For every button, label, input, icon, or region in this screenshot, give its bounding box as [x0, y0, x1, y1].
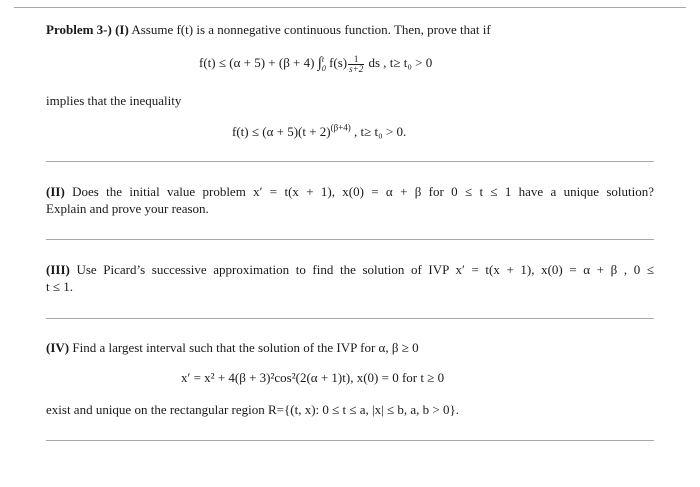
- eq1-integrand: f(s): [329, 55, 348, 70]
- eq2-tail: , t≥ t₀ > 0.: [354, 124, 407, 139]
- part4-equation: x′ = x² + 4(β + 3)²cos²(2(α + 1)t), x(0) = 0 for t ≥ 0: [181, 370, 445, 385]
- divider-4: [46, 440, 654, 441]
- top-divider: [14, 7, 686, 8]
- part2-line-1: [46, 184, 654, 200]
- part4-text-1: Find a largest interval such that the solution of the IVP for α, β ≥ 0: [72, 340, 419, 355]
- part4-text-2: exist and unique on the rectangular region R={(t, x): 0 ≤ t ≤ a, |x| ≤ b, a, b > 0}.: [46, 402, 459, 417]
- integral-limits: [322, 55, 326, 73]
- eq1-tail: ds , t≥ t₀ > 0: [368, 55, 433, 70]
- part2-text-2: Explain and prove your reason.: [46, 201, 209, 216]
- part1-middle: implies that the inequality: [46, 93, 182, 108]
- part1-intro: Assume f(t) is a nonnegative continuous function. Then, prove that if: [131, 22, 491, 37]
- divider-3: [46, 318, 654, 319]
- eq1-lhs: f(t) ≤ (α + 5) + (β + 4): [199, 55, 315, 70]
- divider-1: [46, 161, 654, 162]
- eq1-fraction: [348, 55, 364, 74]
- eq1-frac-num: 1: [348, 55, 364, 65]
- part4-label: (IV): [46, 340, 70, 355]
- eq1-frac-den: s+2: [349, 63, 364, 74]
- part3-line-1: [46, 262, 654, 278]
- part3-label: (III): [46, 262, 70, 277]
- part1-label: (I): [115, 22, 129, 37]
- eq2-base: f(t) ≤ (α + 5)(t + 2): [232, 124, 331, 139]
- problem-heading: Problem 3-): [46, 22, 112, 37]
- integral-upper: t: [321, 55, 325, 65]
- integral-lower: 0: [321, 64, 326, 74]
- part3-text-1: Use Picard’s successive approximation to find the solution of IVP x′ = t(x + 1), x(0) = α + β , 0 ≤: [76, 262, 655, 277]
- part1-equation-2: [232, 124, 406, 140]
- eq2-exponent: (β+4): [330, 122, 351, 133]
- part1-equation-1: [199, 54, 432, 74]
- divider-2: [46, 239, 654, 240]
- part3-text-2: t ≤ 1.: [46, 279, 73, 294]
- part2-label: (II): [46, 184, 65, 199]
- part1-intro-line: [46, 22, 491, 38]
- part2-text-1: Does the initial value problem x′ = t(x + 1), x(0) = α + β for 0 ≤ t ≤ 1 have a unique solution?: [72, 184, 654, 199]
- integral-sign: ∫: [317, 55, 322, 71]
- part4-line-1: [46, 340, 419, 356]
